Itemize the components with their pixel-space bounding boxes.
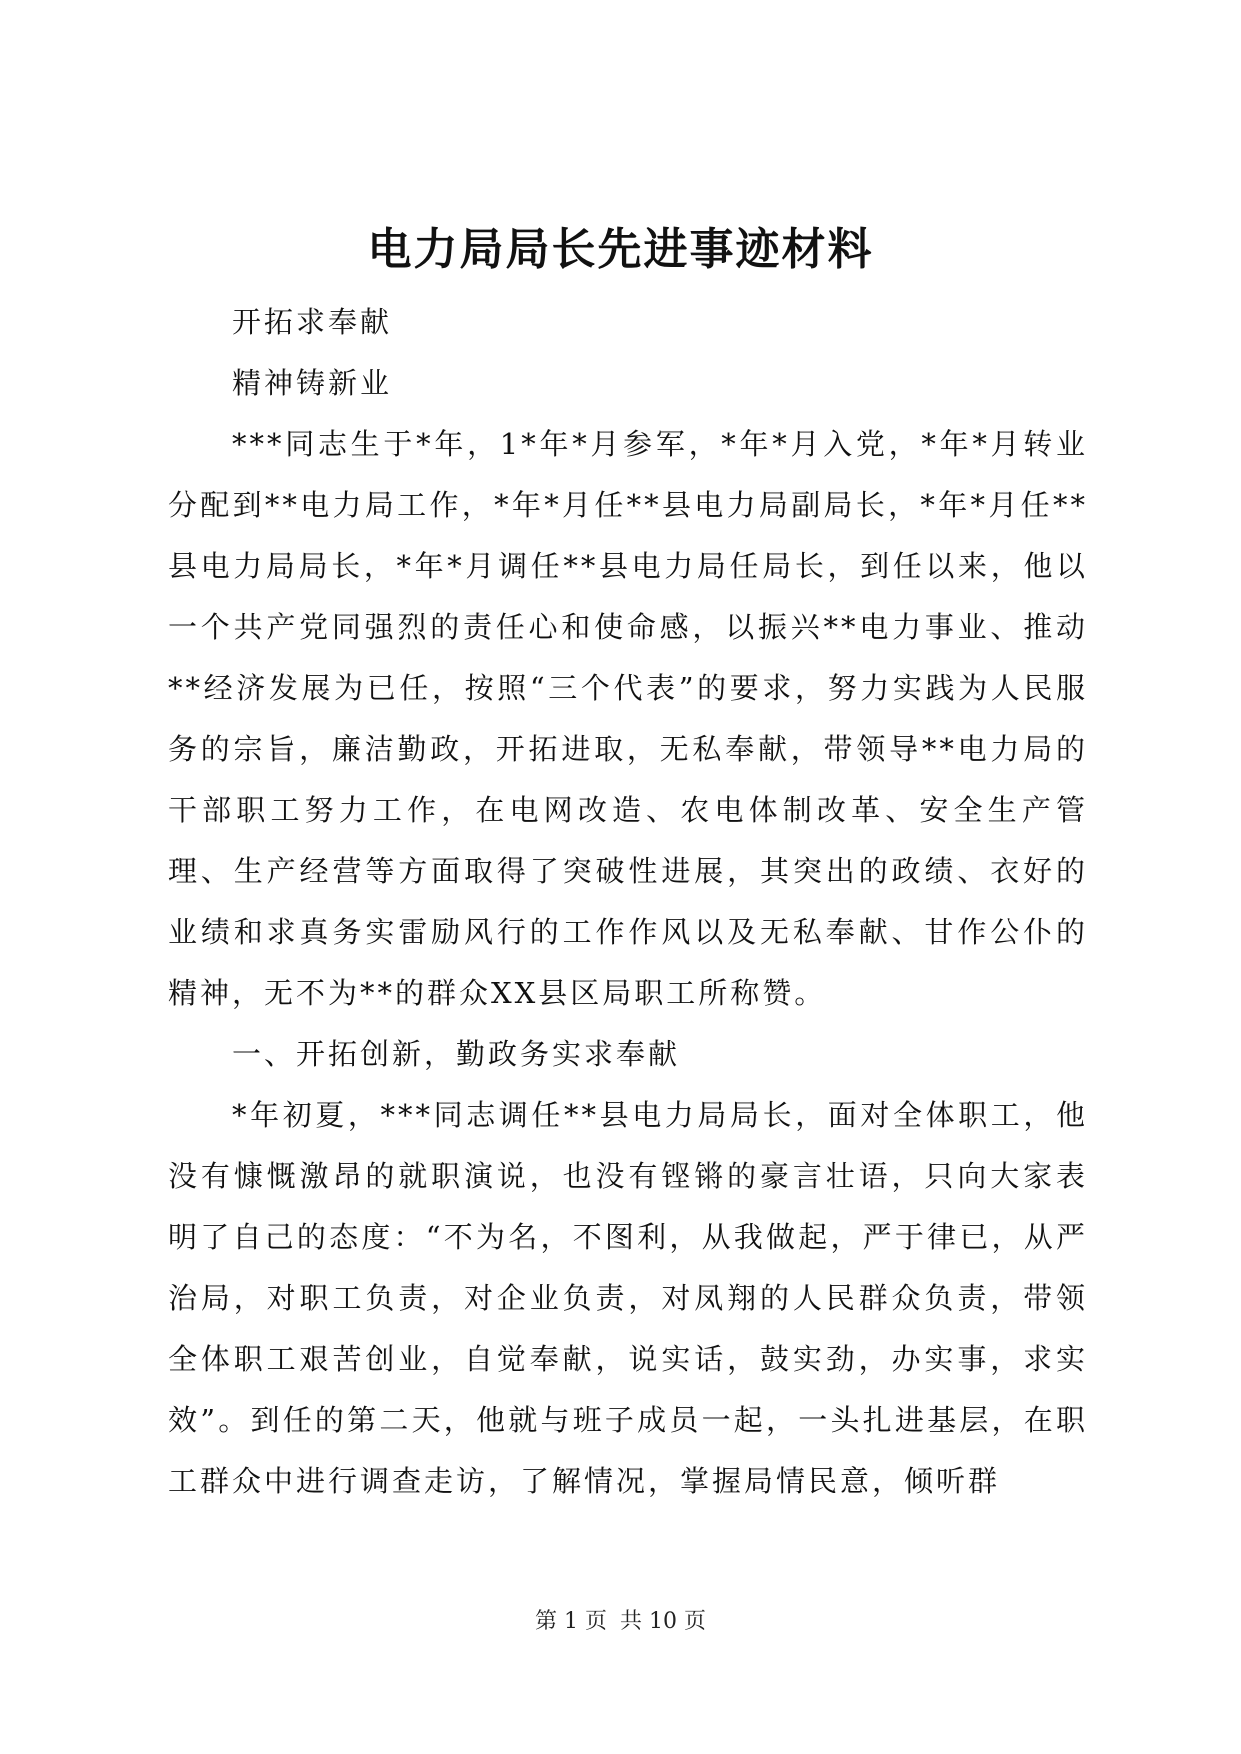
subtitle-line-1: 开拓求奉献 bbox=[232, 305, 393, 339]
page-number: 第 1 页 bbox=[535, 1609, 607, 1634]
page-footer bbox=[0, 1607, 1241, 1637]
subtitle-line-2: 精神铸新业 bbox=[232, 366, 393, 400]
section-heading: 一、开拓创新，勤政务实求奉献 bbox=[232, 1037, 681, 1071]
document-title: 电力局局长先进事迹材料 bbox=[367, 224, 874, 275]
document-body bbox=[168, 292, 1088, 1512]
body-paragraph: *年初夏，***同志调任**县电力局局长，面对全体职工，他没有慷慨激昂的就职演说，也没有铿锵的豪言壮语，只向大家表明了自己的态度：“不为名，不图利，从我做起，严于律已，从严治局，对职工负责，对企业负责，对凤翔的人民群众负责，带领全体职工艰苦创业，自觉奉献，说实话，鼓实劲，办实事，求实效”。到任的第二天，他就与班子成员一起，一头扎进基层，在职工群众中进行调查走访，了解情况，掌握局情民意，倾听群 bbox=[168, 1098, 1088, 1498]
body-paragraph: ***同志生于*年，1*年*月参军，*年*月入党，*年*月转业分配到**电力局工作，*年*月任**县电力局副局长，*年*月任**县电力局局长，*年*月调任**县电力局任局长，到任以来，他以一个共产党同强烈的责任心和使命感，以振兴**电力事业、推动**经济发展为已任，按照“三个代表”的要求，努力实践为人民服务的宗旨，廉洁勤政，开拓进取，无私奉献，带领导**电力局的干部职工努力工作，在电网改造、农电体制改革、安全生产管理、生产经营等方面取得了突破性进展，其突出的政绩、衣好的业绩和求真务实雷励风行的工作作风以及无私奉献、甘作公仆的精神，无不为**的群众XX县区局职工所称赞。 bbox=[168, 427, 1088, 1010]
page-total: 共 10 页 bbox=[620, 1609, 706, 1634]
